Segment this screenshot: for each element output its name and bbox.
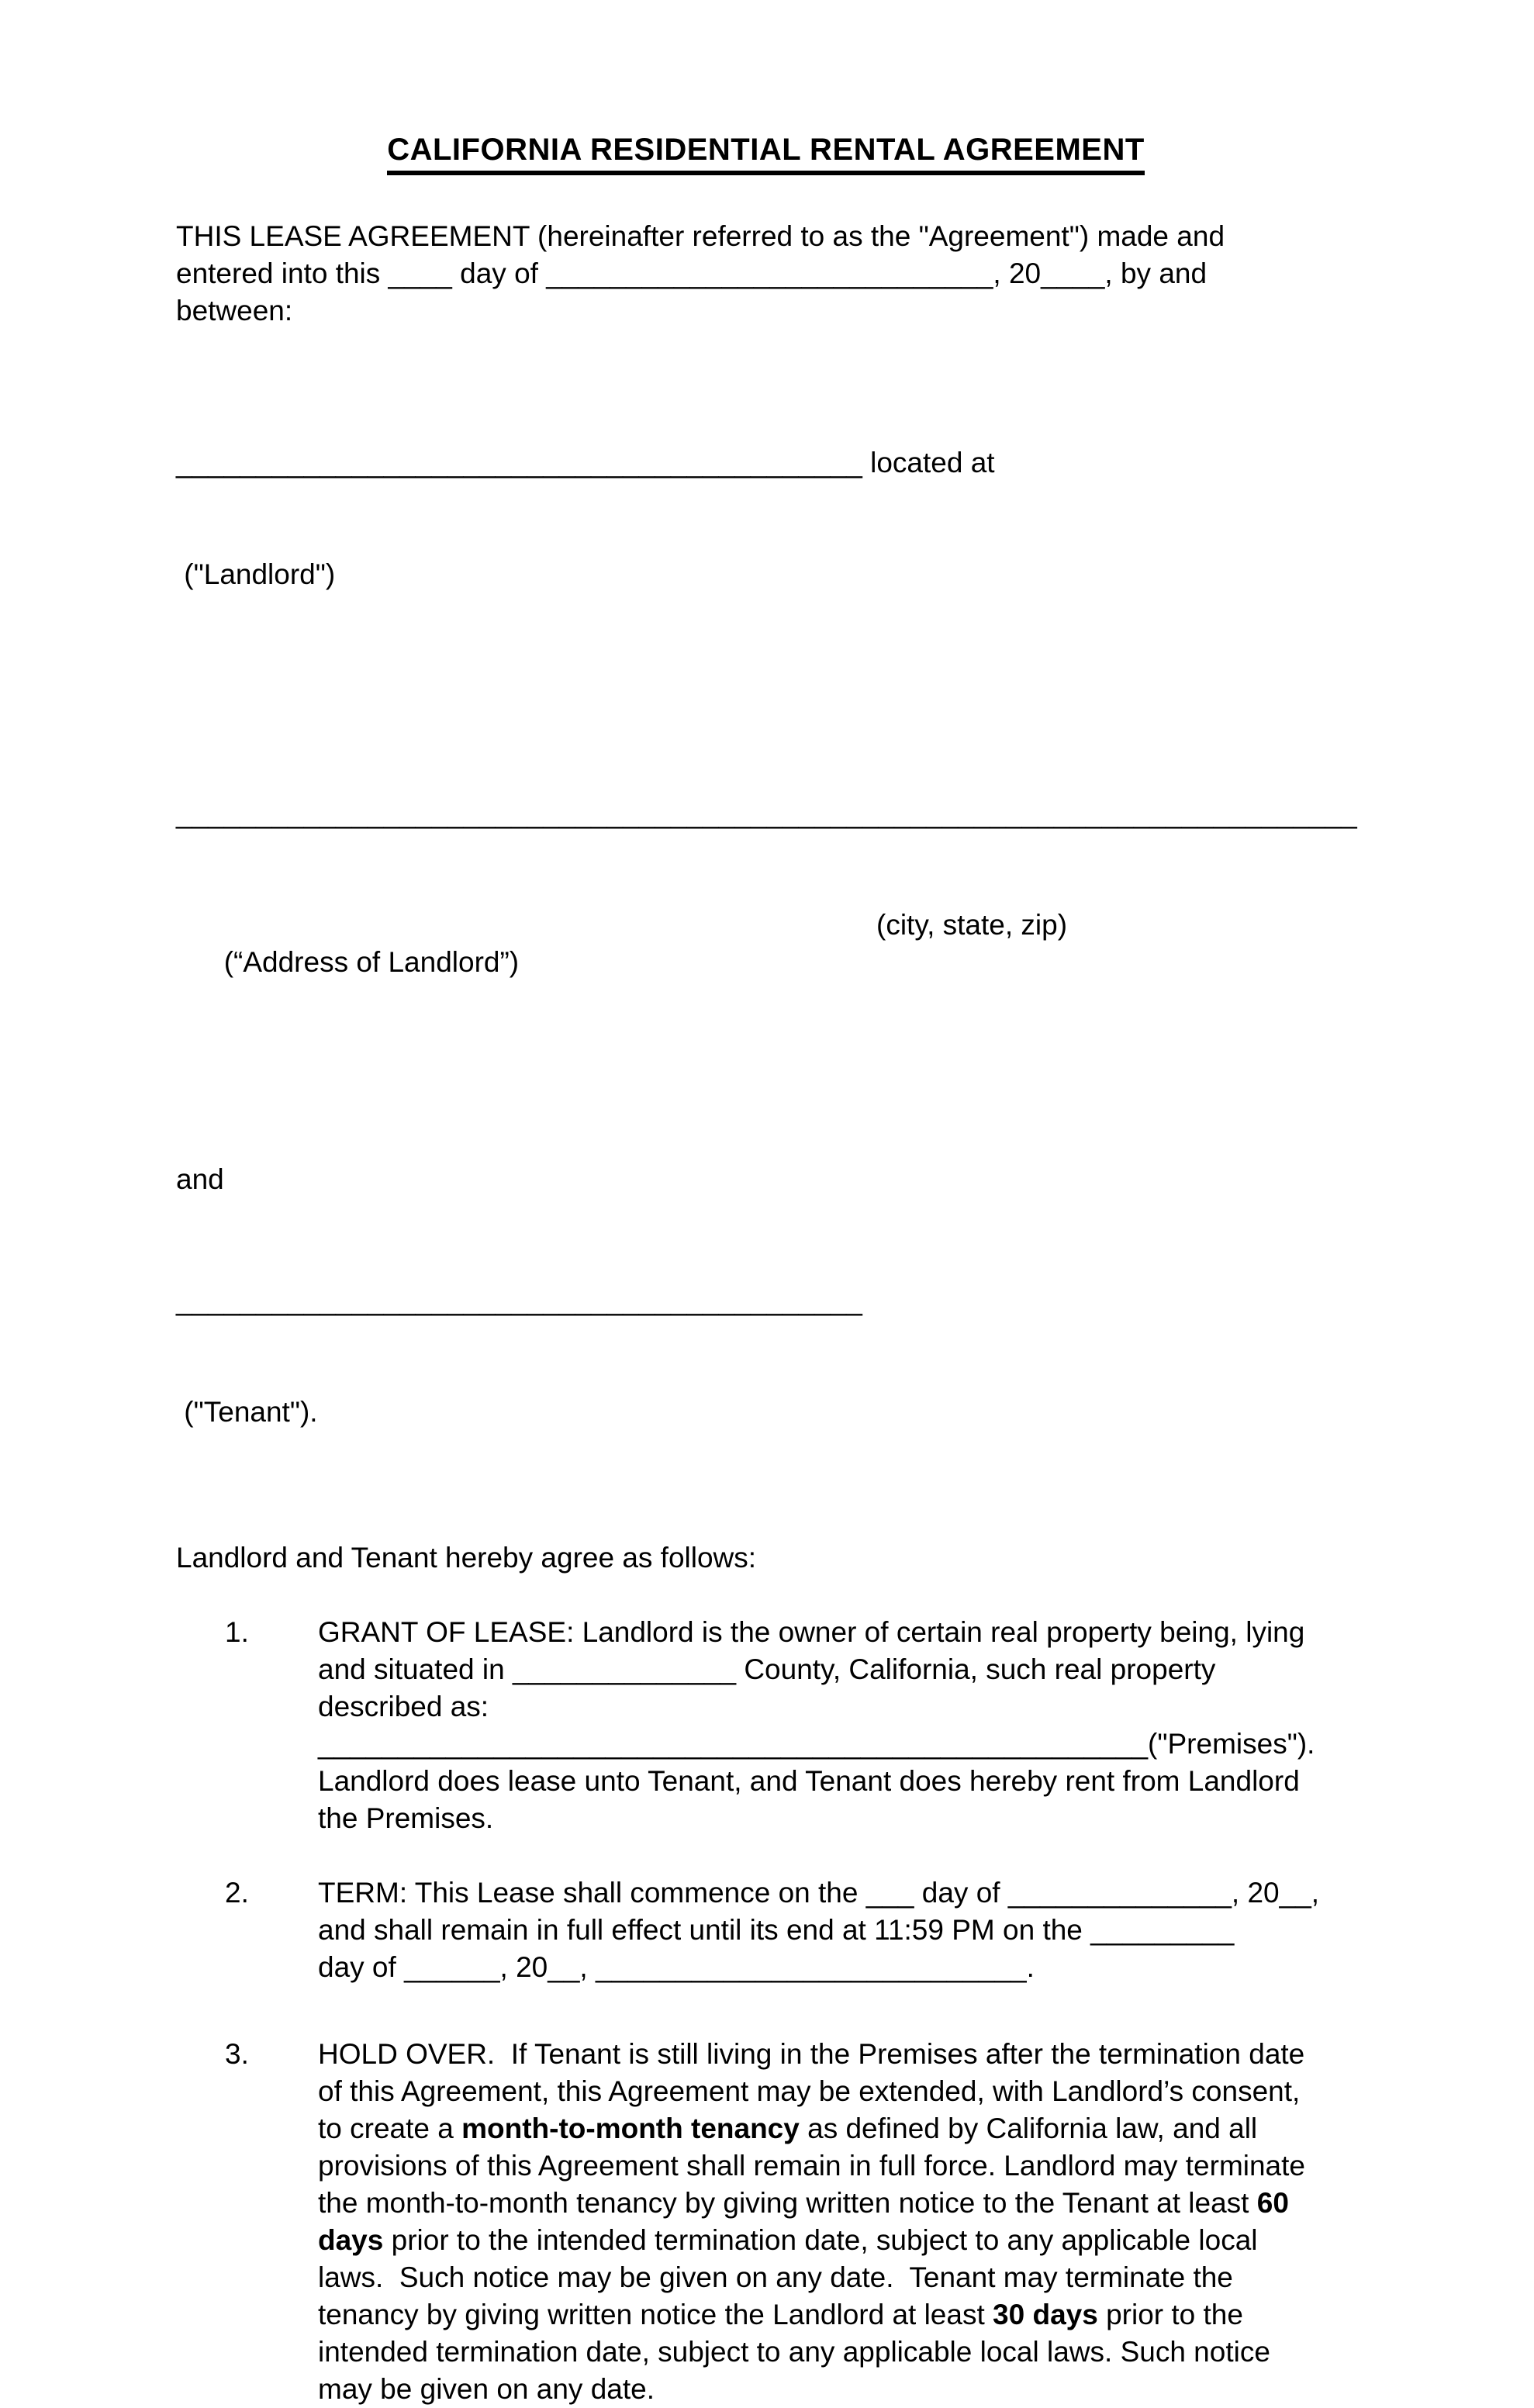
text-line: THIS LEASE AGREEMENT (hereinafter referred to as the "Agreement") made and (176, 220, 1225, 252)
clause-term (176, 1874, 1356, 1986)
text-segment: prior to the intended termination date, subject to any applicable local laws. Such notice may be given on any date. (318, 2299, 1279, 2405)
city-state-zip-label: (city, state, zip) (876, 909, 1068, 941)
clause-grant-of-lease (176, 1614, 1356, 1837)
clause-hold-over (176, 2036, 1356, 2408)
text-line: ____________________________________________________("Premises"). (318, 1728, 1315, 1760)
tenant-label: ("Tenant"). (176, 1396, 318, 1428)
text-line: and situated in ______________ County, California, such real property (318, 1653, 1216, 1685)
clause-text (318, 1614, 1326, 1837)
landlord-name-blank-line: ___________________________________________ located at (176, 447, 995, 478)
text-line: between: (176, 295, 293, 326)
bold-text-segment: 60 days (318, 2187, 1297, 2256)
clause-text (318, 1874, 1326, 1986)
landlord-label: ("Landlord") (176, 558, 336, 590)
text-line: TERM: This Lease shall commence on the ___ day of ______________, 20__, (318, 1877, 1320, 1909)
intro-paragraph (176, 218, 1356, 330)
text-line: day of ______, 20__, ___________________________. (318, 1951, 1035, 1983)
title-row (176, 132, 1356, 175)
conjunction-and: and (176, 1163, 224, 1195)
text-line: described as: (318, 1691, 489, 1722)
text-line: the Premises. (318, 1802, 494, 1834)
document-title: CALIFORNIA RESIDENTIAL RENTAL AGREEMENT (387, 132, 1145, 175)
text-line: and shall remain in full effect until its end at 11:59 PM on the _________ (318, 1914, 1235, 1946)
text-segment: as defined by California law, and all provisions of this Agreement shall remain in full force. Landlord may terminate the month-to-month tenancy by giving written notice to the Tenant at least (318, 2113, 1314, 2219)
clause-text (318, 2036, 1326, 2408)
agreement-lead-in: Landlord and Tenant hereby agree as follows: (176, 1542, 757, 1574)
bold-text-segment: 30 days (993, 2299, 1098, 2330)
clause-number: 2. (225, 1877, 249, 1909)
landlord-section (176, 370, 1356, 668)
clause-number: 3. (225, 2038, 249, 2070)
landlord-address-blank-line: __________________________________________________________________________ (176, 797, 1357, 829)
address-of-landlord-label: (“Address of Landlord”) (223, 946, 520, 978)
address-labels-row (176, 907, 1356, 1055)
text-line: Landlord does lease unto Tenant, and Tenant does hereby rent from Landlord (318, 1765, 1300, 1797)
tenant-name-blank-line: ___________________________________________ (176, 1284, 862, 1316)
bold-text-segment: month-to-month tenancy (461, 2113, 800, 2144)
clause-number: 1. (225, 1616, 249, 1648)
text-line: entered into this ____ day of ____________________________, 20____, by and (176, 257, 1208, 289)
text-segment: HOLD OVER. If Tenant is still living in the Premises after the termination date of this Agreement, this Agreement may be extended, with Landlord’s consent, to create a (318, 2038, 1313, 2144)
tenant-section (176, 1207, 1356, 1505)
text-segment: prior to the intended termination date, subject to any applicable local laws. Such notice may be given on any date. Tenant may terminate the tenancy by giving written notice the Landlord at least (318, 2224, 1266, 2330)
landlord-address-section (176, 720, 1356, 1130)
text-line: GRANT OF LEASE: Landlord is the owner of certain real property being, lying (318, 1616, 1305, 1648)
